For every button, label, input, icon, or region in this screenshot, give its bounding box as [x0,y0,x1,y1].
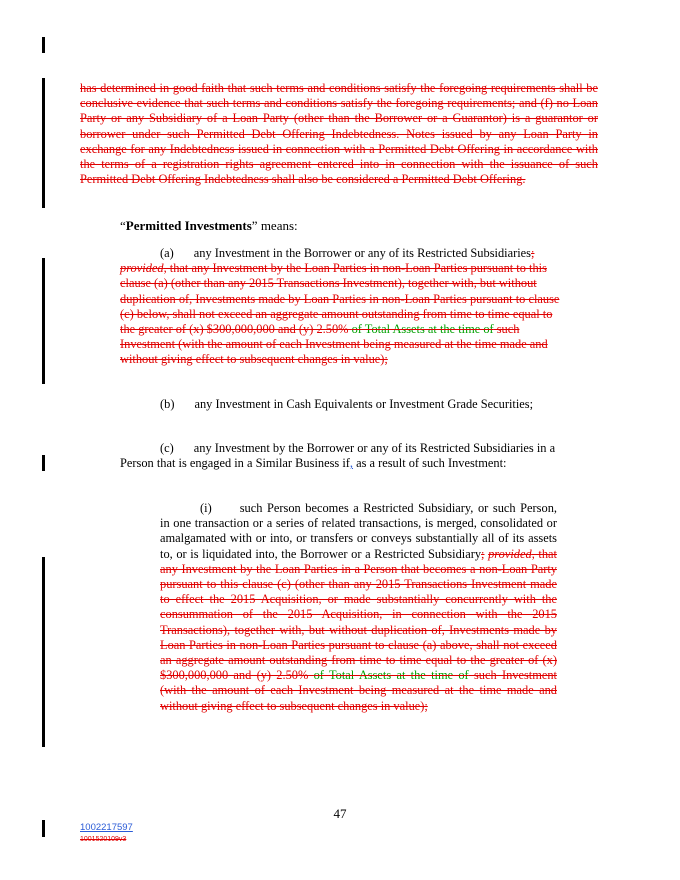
clause-c [120,441,560,471]
clause-text: such Person becomes a Restricted Subsidiary, or such Person, in one transaction or a series of related transactions, is merged, consolidated or amalgamated with or into, or transfers or conveys substantially all of its assets to, or is liquidated into, the Borrower or a Restricted Subsidiary [160,501,557,561]
means-text: means: [257,218,298,233]
moved-text: of Total Assets at the time of [313,668,469,683]
change-bar [42,557,45,747]
clause-text: as a result of such Investment: [353,456,507,471]
clause-text: any Investment in the Borrower or any of its Restricted Subsidiaries [193,246,531,260]
sub-clause-i [160,501,557,714]
change-bar [42,820,45,837]
moved-text: of Total Assets at the time of [351,322,494,337]
deleted-paragraph [80,81,598,187]
close-quote: ” [251,218,258,233]
page-number: 47 [333,806,347,821]
deleted-text: such Investment (with the amount of each Investment being measured at the time made and without giving effect to subsequent changes in value); [160,668,557,713]
open-quote: “ [120,218,126,233]
definition-heading [120,218,600,233]
clause-text: any Investment in Cash Equivalents or Investment Grade Securities; [194,397,534,411]
change-bar [42,455,45,471]
defined-term: Permitted Investments [125,218,252,233]
deleted-text: ; [531,246,535,260]
clause-label: (i) [200,501,212,515]
clause-label: (a) [160,246,174,260]
change-bar [42,78,45,208]
clause-a [120,246,560,368]
deleted-text: has determined in good faith that such terms and conditions satisfy the foregoing requirements shall be conclusive evidence that such terms and conditions satisfy the foregoing requirements; and (f) no Loan Party or any Subsidiary of a Loan Party (other than the Borrower or a Guarantor) is a guarantor or borrower under such Permitted Debt Offering Indebtedness. Notes issued by any Loan Party in exchange for any Indebtedness issued in connection with a Permitted Debt Offering in accordance with the terms of a registration rights agreement entered into in connection with the issuance of such Permitted Debt Offering Indebtedness shall also be considered a Permitted Debt Offering. [80,81,598,187]
clause-text: any Investment by the Borrower or any of its Restricted Subsidiaries in a Person that is engaged in a Similar Business if [120,441,556,471]
change-bar [42,258,45,384]
footer-old-doc-id: 1001520109v3 [80,836,127,843]
clause-label: (c) [160,441,174,455]
change-bar [42,37,45,53]
deleted-text: such Investment (with the amount of each Investment being measured at the time made and without giving effect to subsequent changes in value); [120,322,548,367]
deleted-provided: provided [488,546,532,561]
footer-doc-id[interactable]: 1002217597 [80,822,133,833]
clause-b [120,397,560,412]
deleted-text: , that any Investment by the Loan Parties in non-Loan Parties pursuant to this clause (a) (other than any 2015 Transactions Investment), together with, but without duplication of, Investments made by Loan Parties in non-Loan Parties pursuant to clause (c) below, shall not exceed an aggregate amount outstanding from time to time equal to the greater of (x) $300,000,000 and (y) 2.50% [120,261,560,337]
deleted-text: , that any Investment by the Loan Parties in a Person that becomes a non-Loan Party pursuant to this clause (c) (other than any 2015 Transactions Investment made to effect the 2015 Acquisition, or made substantially concurrently with the consummation of the 2015 Acquisition, in connection with the 2015 Transactions), together with, but without duplication of, Investments made by Loan Parties in non-Loan Parties pursuant to clause (a) above, shall not exceed an aggregate amount outstanding from time to time equal to the greater of (x) $300,000,000 and (y) 2.50% [160,546,557,683]
inserted-text: , [349,456,353,471]
deleted-text: ; [481,546,485,561]
deleted-provided: provided [120,261,164,276]
clause-label: (b) [160,397,175,411]
